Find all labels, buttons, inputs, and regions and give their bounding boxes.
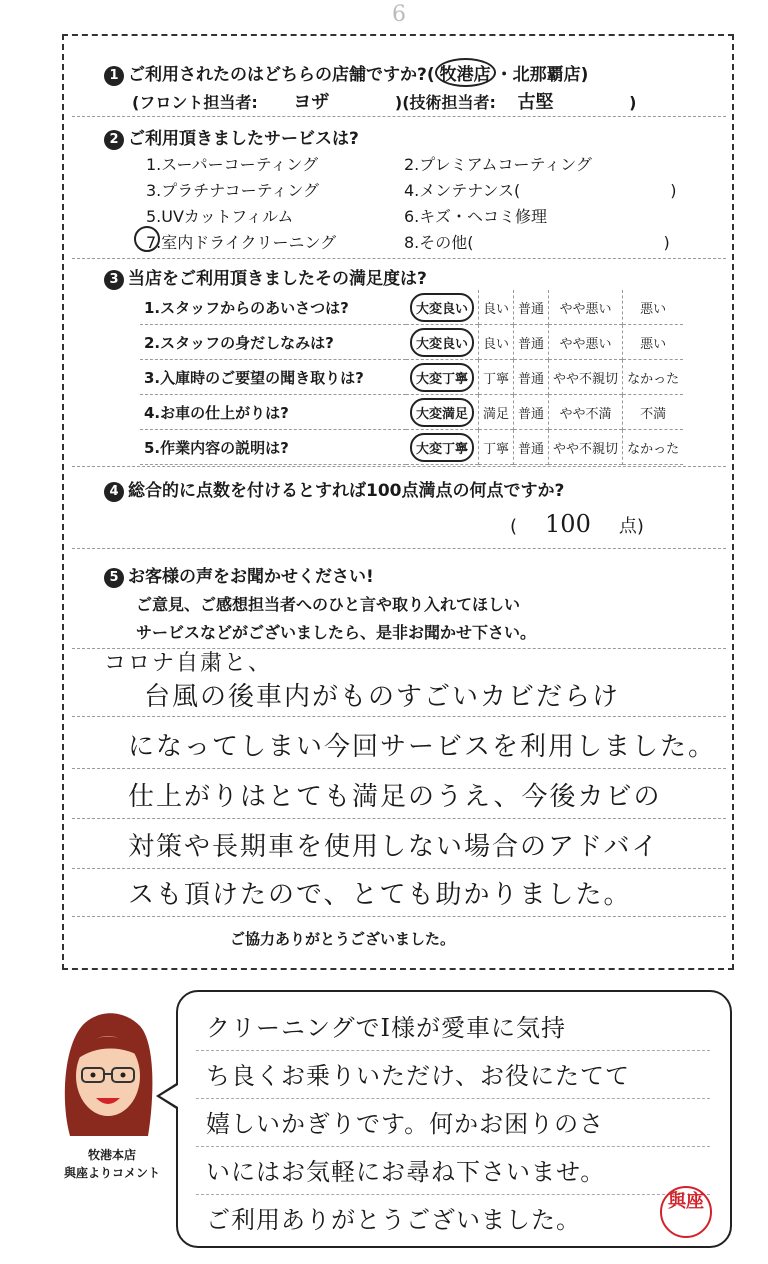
ruled-line [72, 916, 726, 917]
staff-comment-line: 嬉しいかぎりです。何かお困りのさ [206, 1110, 605, 1138]
staff-comment-line: ち良くお乗りいただけ、お役にたてて [206, 1062, 631, 1090]
page-number-mark: 6 [392, 2, 406, 27]
divider [72, 258, 726, 259]
staff-comment-label: 與座よりコメント [63, 1166, 160, 1180]
selected-rating: 大変満足 [410, 398, 474, 427]
table-row: 1.スタッフからのあいさつは? 大変良い 良い 普通 やや悪い 悪い [140, 290, 683, 325]
question-number: 2 [104, 130, 124, 150]
staff-comment-line: いにはお気軽にお尋ね下さいませ。 [206, 1158, 606, 1186]
staff-avatar [56, 1010, 160, 1140]
ruled-line [196, 1194, 710, 1195]
form-thanks: ご協力ありがとうございました。 [230, 930, 456, 948]
service-option-selected: 7.室内ドライクリーニング [146, 230, 336, 253]
ruled-line [72, 868, 726, 869]
selected-rating: 大変良い [410, 328, 474, 357]
divider [72, 466, 726, 467]
selected-rating: 大変丁寧 [410, 433, 474, 462]
selected-store: 牧港店 [435, 58, 496, 87]
ruled-line [72, 818, 726, 819]
customer-comment-line: 仕上がりはとても満足のうえ、今後カビの [128, 782, 662, 812]
eye-right [121, 1073, 126, 1078]
ruled-line [196, 1146, 710, 1147]
question-number: 5 [104, 568, 124, 588]
satisfaction-table [140, 290, 683, 465]
question-3: 3 当店をご利用頂きましたその満足度は? [104, 264, 427, 290]
staff-in-charge: (フロント担当者: ヨザ )(技術担当者: 古堅 ) [132, 92, 637, 113]
question-number: 3 [104, 270, 124, 290]
service-option: 3.プラチナコーティング [146, 181, 320, 200]
eye-left [91, 1073, 96, 1078]
staff-comment-line: クリーニングでI様が愛車に気持 [206, 1014, 566, 1042]
divider [72, 116, 726, 117]
service-option: 1.スーパーコーティング [146, 155, 319, 174]
question-1: 1 ご利用されたのはどちらの店舗ですか?( 牧港店 ・北那覇店) [104, 58, 588, 87]
name-seal-stamp: 與座 [660, 1186, 712, 1238]
selected-rating: 大変丁寧 [410, 363, 474, 392]
table-row: 3.入庫時のご要望の聞き取りは? 大変丁寧 丁寧 普通 やや不親切 なかった [140, 360, 683, 395]
service-option: 8.その他( ) [404, 233, 670, 252]
ruled-line [196, 1050, 710, 1051]
selection-circle [134, 226, 160, 252]
customer-comment-line: スも頂けたので、とても助かりました。 [128, 880, 632, 910]
bubble-tail-fill [160, 1085, 178, 1107]
staff-comment-line: ご利用ありがとうございました。 [206, 1206, 581, 1234]
ruled-line [72, 768, 726, 769]
staff-store: 牧港本店 [87, 1148, 136, 1162]
customer-comment-line: コロナ自粛と、 [104, 651, 273, 676]
question-5-instructions: サービスなどがございましたら、是非お聞かせ下さい。 [136, 623, 537, 642]
question-number: 4 [104, 482, 124, 502]
overall-score: ( 100 点) [510, 510, 644, 538]
table-row: 5.作業内容の説明は? 大変丁寧 丁寧 普通 やや不親切 なかった [140, 430, 683, 465]
question-5-instructions: ご意見、ご感想担当者へのひと言や取り入れてほしい [136, 595, 521, 614]
question-number: 1 [104, 66, 124, 86]
service-option: 2.プレミアムコーティング [404, 155, 592, 174]
customer-comment-line: になってしまい今回サービスを利用しました。 [128, 732, 717, 762]
front-staff-name: ヨザ [293, 92, 330, 113]
question-2: 2 ご利用頂きましたサービスは? [104, 124, 359, 150]
customer-comment-line: 台風の後車内がものすごいカビだらけ [144, 682, 621, 712]
question-5: 5 お客様の声をお聞かせください! [104, 562, 374, 588]
ruled-line [72, 716, 726, 717]
divider [72, 548, 726, 549]
ruled-line [196, 1098, 710, 1099]
table-row: 4.お車の仕上がりは? 大変満足 満足 普通 やや不満 不満 [140, 395, 683, 430]
service-option: 5.UVカットフィルム [146, 207, 294, 226]
service-option: 4.メンテナンス( ) [404, 181, 677, 200]
service-option: 6.キズ・ヘコミ修理 [404, 207, 547, 226]
selected-rating: 大変良い [410, 293, 474, 322]
question-4: 4 総合的に点数を付けるとすれば100点満点の何点ですか? [104, 476, 564, 502]
customer-comment-line: 対策や長期車を使用しない場合のアドバイ [128, 832, 660, 862]
tech-staff-name: 古堅 [517, 92, 554, 113]
staff-caption [54, 1146, 170, 1182]
table-row: 2.スタッフの身だしなみは? 大変良い 良い 普通 やや悪い 悪い [140, 325, 683, 360]
score-value: 100 [545, 510, 591, 538]
